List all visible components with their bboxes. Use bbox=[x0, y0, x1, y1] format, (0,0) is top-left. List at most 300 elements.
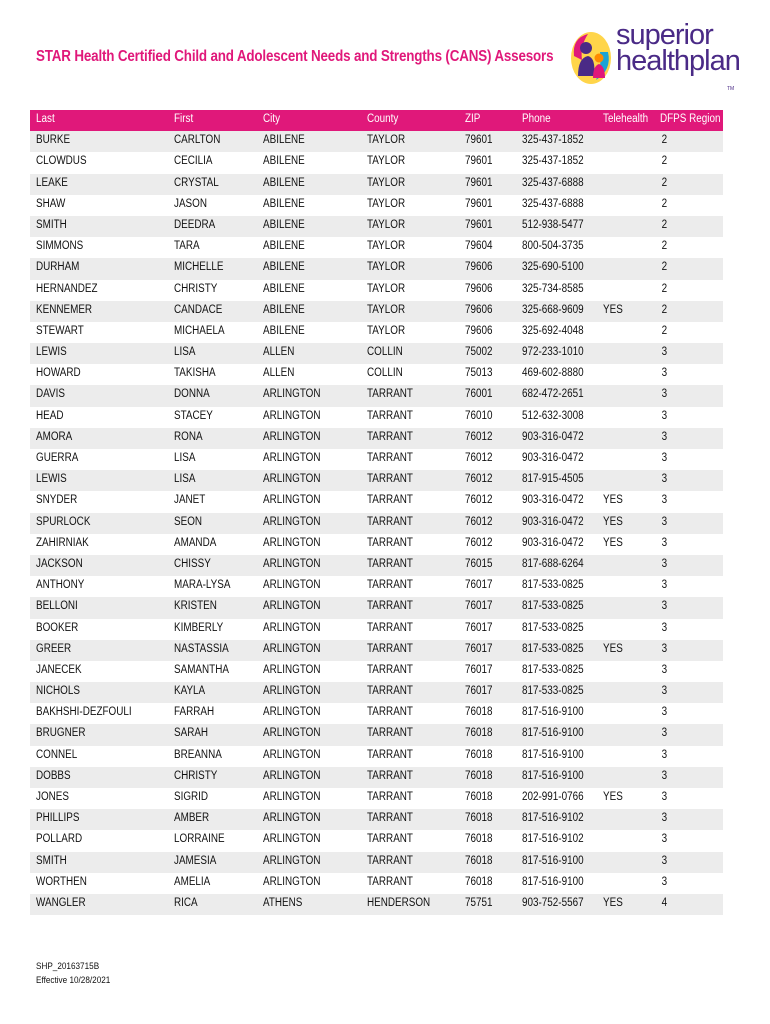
cell-last: HERNANDEZ bbox=[36, 282, 98, 295]
cell-last: WANGLER bbox=[36, 896, 86, 909]
cell-first: NASTASSIA bbox=[174, 642, 229, 655]
cell-first: JANET bbox=[174, 494, 206, 507]
cell-first: FARRAH bbox=[174, 706, 215, 719]
table-row bbox=[30, 788, 723, 809]
cell-dfps-region: 3 bbox=[661, 557, 668, 570]
cell-zip: 76012 bbox=[465, 515, 493, 528]
cell-first: LISA bbox=[174, 346, 196, 359]
document-code: SHP_20163715B bbox=[36, 961, 100, 972]
cell-city: ARLINGTON bbox=[263, 473, 321, 486]
cell-last: GREER bbox=[36, 642, 72, 655]
table-row bbox=[30, 724, 723, 745]
cell-dfps-region: 3 bbox=[661, 600, 668, 613]
cell-city: ARLINGTON bbox=[263, 515, 321, 528]
cell-phone: 972-233-1010 bbox=[522, 346, 584, 359]
cell-phone: 817-915-4505 bbox=[522, 473, 584, 486]
cell-city: ATHENS bbox=[263, 896, 303, 909]
cell-phone: 903-752-5567 bbox=[522, 896, 584, 909]
table-row bbox=[30, 449, 723, 470]
cell-phone: 817-533-0825 bbox=[522, 600, 584, 613]
cell-dfps-region: 2 bbox=[661, 282, 668, 295]
cell-city: ARLINGTON bbox=[263, 706, 321, 719]
cell-phone: 512-632-3008 bbox=[522, 409, 584, 422]
cell-first: JASON bbox=[174, 197, 207, 210]
col-header-county: County bbox=[367, 113, 399, 125]
cell-county: TARRANT bbox=[367, 494, 413, 507]
cell-last: CONNEL bbox=[36, 748, 78, 761]
cell-county: TARRANT bbox=[367, 812, 413, 825]
cell-last: HEAD bbox=[36, 409, 64, 422]
cell-dfps-region: 3 bbox=[661, 536, 668, 549]
cell-city: ARLINGTON bbox=[263, 854, 321, 867]
cell-phone: 682-472-2651 bbox=[522, 388, 584, 401]
cell-last: SMITH bbox=[36, 218, 67, 231]
cell-county: TARRANT bbox=[367, 791, 413, 803]
cell-city: ARLINGTON bbox=[263, 727, 321, 740]
col-header-telehealth: Telehealth bbox=[603, 113, 649, 125]
cell-dfps-region: 3 bbox=[661, 388, 668, 401]
cell-telehealth: YES bbox=[603, 536, 623, 549]
cell-phone: 817-533-0825 bbox=[522, 621, 584, 634]
cell-city: ARLINGTON bbox=[263, 536, 321, 549]
cell-city: ARLINGTON bbox=[263, 748, 321, 761]
cell-city: ARLINGTON bbox=[263, 494, 321, 507]
table-row bbox=[30, 873, 723, 894]
footer bbox=[36, 960, 110, 988]
cell-first: KIMBERLY bbox=[174, 621, 224, 634]
cell-dfps-region: 2 bbox=[661, 197, 668, 210]
cell-first: MICHELLE bbox=[174, 261, 224, 274]
cell-zip: 76018 bbox=[465, 854, 493, 867]
cell-county: TARRANT bbox=[367, 600, 413, 613]
cell-first: CHRISTY bbox=[174, 282, 218, 295]
table-row bbox=[30, 195, 723, 216]
table-row bbox=[30, 364, 723, 385]
cell-zip: 79601 bbox=[465, 155, 493, 168]
cell-zip: 79601 bbox=[465, 197, 493, 210]
table-row bbox=[30, 491, 723, 512]
cell-first: SAMANTHA bbox=[174, 663, 229, 676]
cell-county: TARRANT bbox=[367, 452, 413, 464]
cell-zip: 79604 bbox=[465, 240, 493, 253]
cell-dfps-region: 2 bbox=[661, 303, 668, 316]
cell-phone: 325-437-1852 bbox=[522, 155, 584, 168]
table-row bbox=[30, 640, 723, 661]
cell-zip: 76018 bbox=[465, 791, 493, 803]
cell-last: DURHAM bbox=[36, 261, 80, 274]
cell-last: DAVIS bbox=[36, 388, 65, 401]
cell-zip: 76017 bbox=[465, 642, 493, 655]
cell-city: ARLINGTON bbox=[263, 833, 321, 846]
cell-county: HENDERSON bbox=[367, 896, 431, 909]
cell-dfps-region: 3 bbox=[661, 727, 668, 740]
cell-city: ARLINGTON bbox=[263, 409, 321, 422]
cell-last: SMITH bbox=[36, 854, 67, 867]
table-row bbox=[30, 428, 723, 449]
cell-first: CARLTON bbox=[174, 134, 221, 147]
cell-first: SIGRID bbox=[174, 791, 209, 803]
cell-first: BREANNA bbox=[174, 748, 222, 761]
table-row bbox=[30, 407, 723, 428]
family-logo-icon bbox=[568, 26, 614, 86]
cell-phone: 903-316-0472 bbox=[522, 494, 584, 507]
cell-phone: 817-533-0825 bbox=[522, 663, 584, 676]
table-row bbox=[30, 767, 723, 788]
col-header-phone: Phone bbox=[522, 113, 551, 125]
cell-zip: 76017 bbox=[465, 600, 493, 613]
cell-dfps-region: 3 bbox=[661, 452, 668, 464]
cell-phone: 817-516-9100 bbox=[522, 727, 584, 740]
cell-last: CLOWDUS bbox=[36, 155, 87, 168]
cell-dfps-region: 3 bbox=[661, 621, 668, 634]
cell-dfps-region: 3 bbox=[661, 769, 668, 782]
cell-phone: 817-516-9100 bbox=[522, 875, 584, 888]
cell-last: KENNEMER bbox=[36, 303, 93, 316]
cell-phone: 817-516-9100 bbox=[522, 706, 584, 719]
cell-last: NICHOLS bbox=[36, 685, 80, 698]
cell-phone: 512-938-5477 bbox=[522, 218, 584, 231]
cell-city: ARLINGTON bbox=[263, 769, 321, 782]
cell-dfps-region: 3 bbox=[661, 346, 668, 359]
cell-last: SHAW bbox=[36, 197, 66, 210]
cell-dfps-region: 3 bbox=[661, 515, 668, 528]
cell-last: BRUGNER bbox=[36, 727, 86, 740]
cell-telehealth: YES bbox=[603, 642, 623, 655]
cell-phone: 325-437-6888 bbox=[522, 176, 584, 189]
table-row bbox=[30, 322, 723, 343]
cell-city: ABILENE bbox=[263, 303, 305, 316]
cell-dfps-region: 3 bbox=[661, 642, 668, 655]
table-row bbox=[30, 746, 723, 767]
cell-zip: 79606 bbox=[465, 324, 493, 337]
cell-first: CECILIA bbox=[174, 155, 213, 168]
cell-last: JANECEK bbox=[36, 663, 82, 676]
cell-first: RONA bbox=[174, 430, 203, 443]
table-row bbox=[30, 703, 723, 724]
cell-zip: 76017 bbox=[465, 685, 493, 698]
cell-dfps-region: 2 bbox=[661, 261, 668, 274]
cell-city: ABILENE bbox=[263, 176, 305, 189]
cell-first: AMELIA bbox=[174, 875, 211, 888]
cell-telehealth: YES bbox=[603, 515, 623, 528]
cell-phone: 903-316-0472 bbox=[522, 452, 584, 464]
table-row bbox=[30, 343, 723, 364]
cell-first: RICA bbox=[174, 896, 198, 909]
col-header-city: City bbox=[263, 113, 281, 125]
superior-healthplan-logo bbox=[568, 19, 740, 94]
cell-phone: 469-602-8880 bbox=[522, 367, 584, 380]
cell-county: TARRANT bbox=[367, 642, 413, 655]
cell-city: ARLINGTON bbox=[263, 600, 321, 613]
cell-county: TARRANT bbox=[367, 473, 413, 486]
cell-zip: 76017 bbox=[465, 621, 493, 634]
cell-phone: 817-516-9102 bbox=[522, 812, 584, 825]
cell-dfps-region: 3 bbox=[661, 875, 668, 888]
cell-phone: 817-516-9102 bbox=[522, 833, 584, 846]
cell-zip: 79601 bbox=[465, 218, 493, 231]
cell-county: TARRANT bbox=[367, 409, 413, 422]
cell-last: SNYDER bbox=[36, 494, 78, 507]
cell-city: ARLINGTON bbox=[263, 685, 321, 698]
cell-city: ABILENE bbox=[263, 324, 305, 337]
cell-city: ARLINGTON bbox=[263, 452, 321, 464]
cell-zip: 76018 bbox=[465, 833, 493, 846]
table-row bbox=[30, 894, 723, 915]
cell-county: TARRANT bbox=[367, 833, 413, 846]
cell-zip: 76018 bbox=[465, 727, 493, 740]
cell-city: ABILENE bbox=[263, 155, 305, 168]
table-row bbox=[30, 661, 723, 682]
cell-first: LISA bbox=[174, 473, 196, 486]
cell-county: TARRANT bbox=[367, 685, 413, 698]
table-row bbox=[30, 470, 723, 491]
page-title: STAR Health Certified Child and Adolescent Needs and Strengths (CANS) Assesors bbox=[36, 48, 554, 65]
cell-first: AMANDA bbox=[174, 536, 217, 549]
table-row bbox=[30, 597, 723, 618]
table-row bbox=[30, 555, 723, 576]
table-row bbox=[30, 280, 723, 301]
cell-first: LISA bbox=[174, 452, 196, 464]
cell-city: ARLINGTON bbox=[263, 621, 321, 634]
logo-text-line2: healthplan bbox=[616, 45, 740, 77]
cell-zip: 76018 bbox=[465, 706, 493, 719]
cell-county: TAYLOR bbox=[367, 134, 406, 147]
cell-county: TARRANT bbox=[367, 706, 413, 719]
table-row bbox=[30, 513, 723, 534]
cell-phone: 325-692-4048 bbox=[522, 324, 584, 337]
cell-city: ARLINGTON bbox=[263, 812, 321, 825]
cell-county: TARRANT bbox=[367, 663, 413, 676]
table-row bbox=[30, 852, 723, 873]
cell-dfps-region: 3 bbox=[661, 791, 668, 803]
cell-phone: 325-668-9609 bbox=[522, 303, 584, 316]
cell-city: ARLINGTON bbox=[263, 388, 321, 401]
col-header-last: Last bbox=[36, 113, 55, 125]
cell-zip: 76017 bbox=[465, 663, 493, 676]
cell-county: TAYLOR bbox=[367, 261, 406, 274]
cell-dfps-region: 3 bbox=[661, 833, 668, 846]
cell-county: TARRANT bbox=[367, 557, 413, 570]
cell-dfps-region: 3 bbox=[661, 706, 668, 719]
table-row bbox=[30, 682, 723, 703]
cell-phone: 325-437-6888 bbox=[522, 197, 584, 210]
cell-phone: 325-690-5100 bbox=[522, 261, 584, 274]
cell-last: LEWIS bbox=[36, 473, 67, 486]
cell-dfps-region: 4 bbox=[661, 896, 668, 909]
cell-county: TARRANT bbox=[367, 579, 413, 592]
cell-last: LEWIS bbox=[36, 346, 67, 359]
table-row bbox=[30, 237, 723, 258]
cell-city: ALLEN bbox=[263, 367, 295, 380]
cell-county: TARRANT bbox=[367, 388, 413, 401]
cell-last: BAKHSHI-DEZFOULI bbox=[36, 706, 132, 719]
cell-last: ZAHIRNIAK bbox=[36, 536, 89, 549]
cell-first: CHISSY bbox=[174, 557, 211, 570]
cell-county: TARRANT bbox=[367, 727, 413, 740]
cell-phone: 817-688-6264 bbox=[522, 557, 584, 570]
cell-last: PHILLIPS bbox=[36, 812, 80, 825]
cell-county: TAYLOR bbox=[367, 240, 406, 253]
cell-county: TARRANT bbox=[367, 875, 413, 888]
cell-first: AMBER bbox=[174, 812, 210, 825]
cell-first: KAYLA bbox=[174, 685, 206, 698]
cell-telehealth: YES bbox=[603, 896, 623, 909]
trademark-mark: TM bbox=[727, 86, 735, 92]
cell-zip: 76018 bbox=[465, 748, 493, 761]
cell-first: SEON bbox=[174, 515, 203, 528]
cell-last: ANTHONY bbox=[36, 579, 85, 592]
cell-dfps-region: 3 bbox=[661, 663, 668, 676]
cell-county: TARRANT bbox=[367, 854, 413, 867]
cell-last: JACKSON bbox=[36, 557, 83, 570]
cell-dfps-region: 3 bbox=[661, 854, 668, 867]
cell-dfps-region: 3 bbox=[661, 430, 668, 443]
cell-phone: 325-734-8585 bbox=[522, 282, 584, 295]
cell-first: DEEDRA bbox=[174, 218, 216, 231]
cell-city: ABILENE bbox=[263, 218, 305, 231]
cell-last: BELLONI bbox=[36, 600, 78, 613]
cell-dfps-region: 3 bbox=[661, 685, 668, 698]
cell-first: MARA-LYSA bbox=[174, 579, 231, 592]
cell-dfps-region: 3 bbox=[661, 579, 668, 592]
cell-first: TAKISHA bbox=[174, 367, 216, 380]
cell-telehealth: YES bbox=[603, 791, 623, 803]
cell-zip: 79606 bbox=[465, 282, 493, 295]
cell-first: KRISTEN bbox=[174, 600, 217, 613]
cell-city: ARLINGTON bbox=[263, 557, 321, 570]
cell-city: ARLINGTON bbox=[263, 663, 321, 676]
cell-zip: 75002 bbox=[465, 346, 493, 359]
cell-county: TAYLOR bbox=[367, 303, 406, 316]
cell-city: ARLINGTON bbox=[263, 875, 321, 888]
cell-zip: 75013 bbox=[465, 367, 493, 380]
cell-county: TARRANT bbox=[367, 515, 413, 528]
cell-phone: 817-516-9100 bbox=[522, 748, 584, 761]
cell-first: STACEY bbox=[174, 409, 213, 422]
cell-county: TAYLOR bbox=[367, 282, 406, 295]
cell-zip: 76015 bbox=[465, 557, 493, 570]
cell-zip: 76012 bbox=[465, 473, 493, 486]
cell-county: TAYLOR bbox=[367, 218, 406, 231]
table-row bbox=[30, 131, 723, 152]
table-row bbox=[30, 385, 723, 406]
cell-zip: 76012 bbox=[465, 430, 493, 443]
cell-phone: 325-437-1852 bbox=[522, 134, 584, 147]
cell-county: TARRANT bbox=[367, 621, 413, 634]
cell-zip: 76018 bbox=[465, 812, 493, 825]
cell-first: DONNA bbox=[174, 388, 210, 401]
cell-phone: 817-516-9100 bbox=[522, 769, 584, 782]
cell-first: CHRISTY bbox=[174, 769, 218, 782]
cell-phone: 817-533-0825 bbox=[522, 685, 584, 698]
cell-phone: 817-516-9100 bbox=[522, 854, 584, 867]
table-row bbox=[30, 301, 723, 322]
table-row bbox=[30, 534, 723, 555]
cell-zip: 76018 bbox=[465, 875, 493, 888]
table-header-row bbox=[30, 110, 723, 131]
cell-county: TARRANT bbox=[367, 748, 413, 761]
cell-dfps-region: 2 bbox=[661, 155, 668, 168]
cell-last: POLLARD bbox=[36, 833, 83, 846]
cell-dfps-region: 3 bbox=[661, 812, 668, 825]
cell-zip: 76001 bbox=[465, 388, 493, 401]
cell-last: BURKE bbox=[36, 134, 71, 147]
cell-county: TARRANT bbox=[367, 536, 413, 549]
table-row bbox=[30, 174, 723, 195]
cell-last: AMORA bbox=[36, 430, 73, 443]
cell-dfps-region: 2 bbox=[661, 324, 668, 337]
cell-county: TARRANT bbox=[367, 769, 413, 782]
cell-zip: 76012 bbox=[465, 494, 493, 507]
cell-last: GUERRA bbox=[36, 452, 79, 464]
cell-zip: 79601 bbox=[465, 176, 493, 189]
cell-first: CANDACE bbox=[174, 303, 223, 316]
cell-last: STEWART bbox=[36, 324, 84, 337]
cell-last: LEAKE bbox=[36, 176, 68, 189]
cell-first: TARA bbox=[174, 240, 200, 253]
cell-dfps-region: 3 bbox=[661, 494, 668, 507]
cell-last: SIMMONS bbox=[36, 240, 84, 253]
logo-text-line1: superior bbox=[616, 19, 713, 51]
cell-phone: 817-533-0825 bbox=[522, 642, 584, 655]
cell-last: BOOKER bbox=[36, 621, 79, 634]
cell-county: TARRANT bbox=[367, 430, 413, 443]
col-header-dfps-region: DFPS Region bbox=[660, 113, 721, 125]
cell-zip: 76010 bbox=[465, 409, 493, 422]
cell-first: LORRAINE bbox=[174, 833, 225, 846]
cell-dfps-region: 2 bbox=[661, 218, 668, 231]
cell-dfps-region: 3 bbox=[661, 367, 668, 380]
table-row bbox=[30, 809, 723, 830]
cell-dfps-region: 2 bbox=[661, 240, 668, 253]
cell-city: ARLINGTON bbox=[263, 579, 321, 592]
cell-last: HOWARD bbox=[36, 367, 81, 380]
cell-last: JONES bbox=[36, 791, 69, 803]
cell-dfps-region: 3 bbox=[661, 409, 668, 422]
cell-county: TAYLOR bbox=[367, 176, 406, 189]
table-row bbox=[30, 258, 723, 279]
cell-city: ALLEN bbox=[263, 346, 295, 359]
cell-city: ARLINGTON bbox=[263, 430, 321, 443]
cell-phone: 817-533-0825 bbox=[522, 579, 584, 592]
table-row bbox=[30, 830, 723, 851]
table-row bbox=[30, 216, 723, 237]
cell-last: DOBBS bbox=[36, 769, 71, 782]
cell-county: TAYLOR bbox=[367, 324, 406, 337]
cell-first: JAMESIA bbox=[174, 854, 217, 867]
cell-city: ABILENE bbox=[263, 240, 305, 253]
cell-zip: 79601 bbox=[465, 134, 493, 147]
cell-dfps-region: 3 bbox=[661, 748, 668, 761]
cell-zip: 79606 bbox=[465, 261, 493, 274]
table-row bbox=[30, 576, 723, 597]
cell-county: TAYLOR bbox=[367, 197, 406, 210]
cell-phone: 903-316-0472 bbox=[522, 430, 584, 443]
table-row bbox=[30, 152, 723, 173]
cell-phone: 202-991-0766 bbox=[522, 791, 584, 803]
cell-dfps-region: 3 bbox=[661, 473, 668, 486]
cell-phone: 800-504-3735 bbox=[522, 240, 584, 253]
cell-zip: 76017 bbox=[465, 579, 493, 592]
cell-first: CRYSTAL bbox=[174, 176, 219, 189]
cell-telehealth: YES bbox=[603, 303, 623, 316]
cell-city: ARLINGTON bbox=[263, 642, 321, 655]
col-header-zip: ZIP bbox=[465, 113, 481, 125]
cell-county: TAYLOR bbox=[367, 155, 406, 168]
cell-zip: 79606 bbox=[465, 303, 493, 316]
effective-date: Effective 10/28/2021 bbox=[36, 975, 111, 986]
cell-zip: 75751 bbox=[465, 896, 493, 909]
